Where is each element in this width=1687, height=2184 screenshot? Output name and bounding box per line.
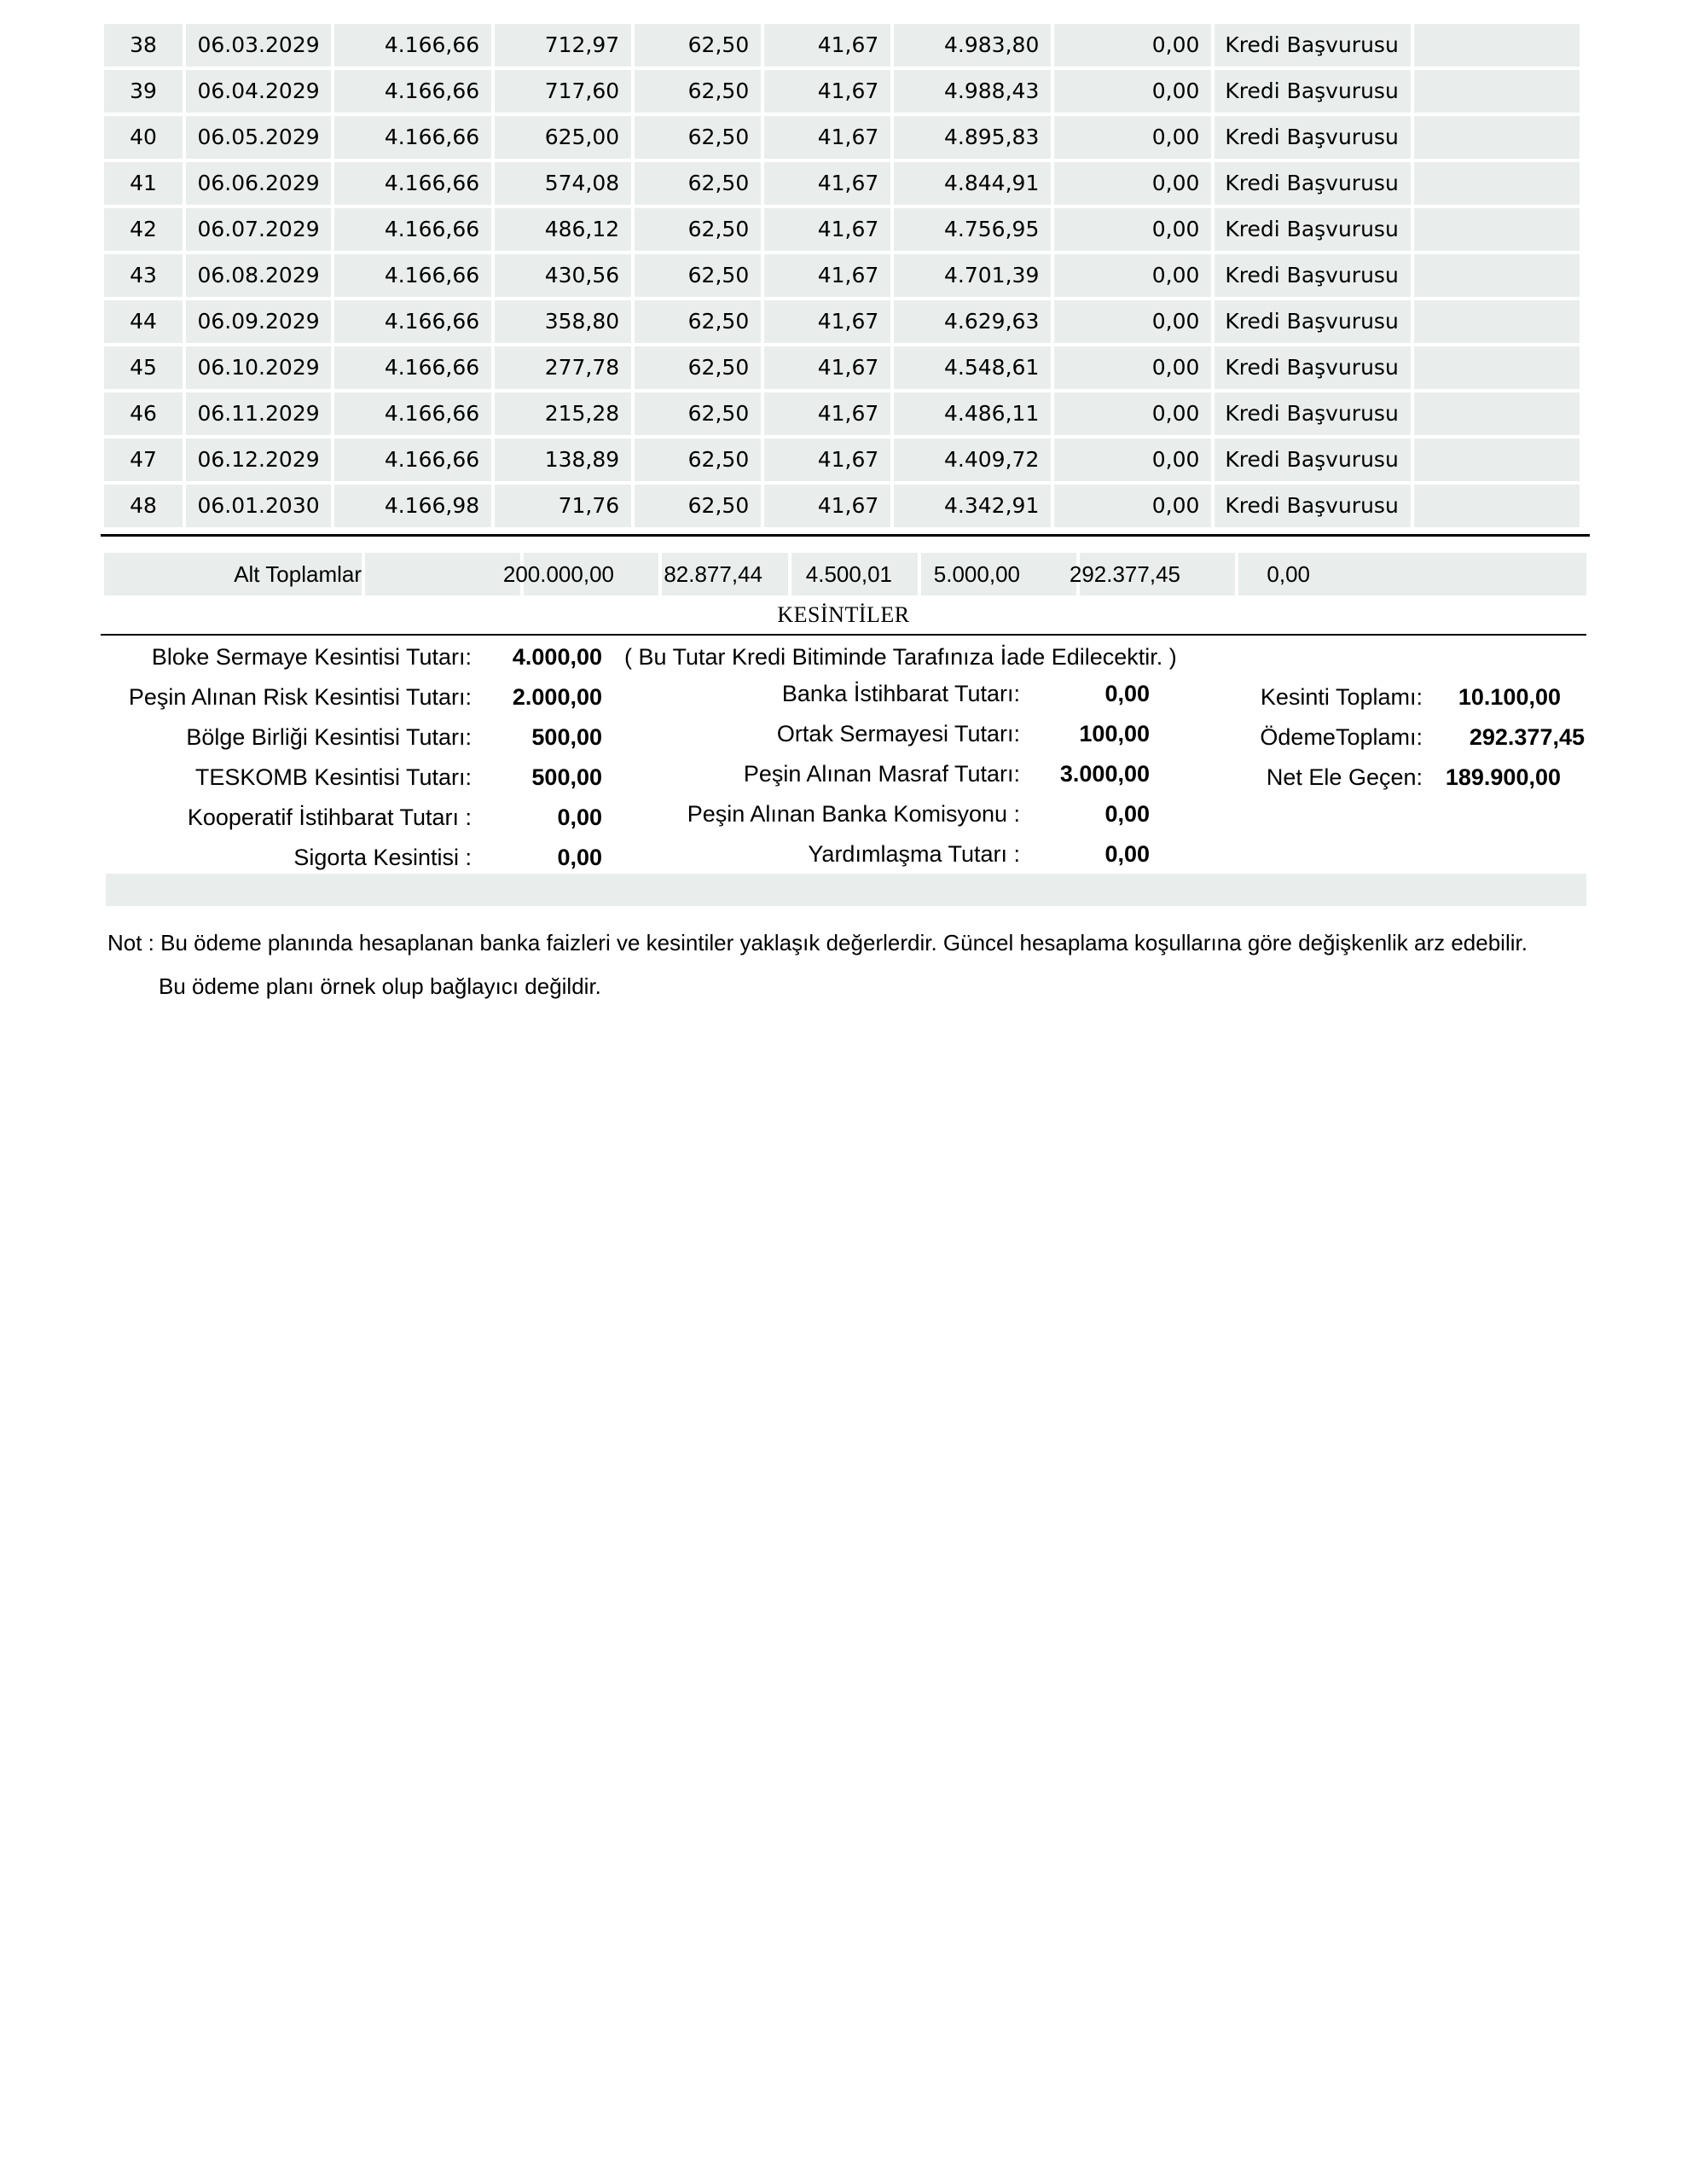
table-row <box>104 116 1580 159</box>
cell-desc: Kredi Başvurusu <box>1215 254 1410 297</box>
cell-empty <box>1414 392 1580 435</box>
deductions-footer-band <box>106 874 1586 906</box>
cell-interest: 138,89 <box>495 439 631 481</box>
cell-principal: 4.166,66 <box>334 300 491 343</box>
cell-bsmv: 41,67 <box>764 439 890 481</box>
cell-empty <box>1414 24 1580 67</box>
cell-desc: Kredi Başvurusu <box>1215 208 1410 251</box>
cell-other: 0,00 <box>1054 208 1211 251</box>
payment-schedule-body <box>104 24 1580 527</box>
cell-installment: 4.486,11 <box>894 392 1051 435</box>
cell-bsmv: 41,67 <box>764 162 890 205</box>
deduction-label: Peşin Alınan Risk Kesintisi Tutarı: <box>128 684 472 710</box>
total-deductions-label: Kesinti Toplamı: <box>1260 684 1423 710</box>
cell-no: 47 <box>104 439 183 481</box>
subtotal-separator <box>788 553 791 595</box>
cell-kkdf: 62,50 <box>635 162 761 205</box>
deduction-label: Bloke Sermaye Kesintisi Tutarı: <box>151 644 472 670</box>
cell-empty <box>1414 116 1580 159</box>
cell-interest: 574,08 <box>495 162 631 205</box>
subtotal-principal: 200.000,00 <box>502 561 614 587</box>
cell-date: 06.06.2029 <box>186 162 331 205</box>
table-row <box>104 162 1580 205</box>
deduction-label: Peşin Alınan Banka Komisyonu : <box>687 801 1020 827</box>
cell-kkdf: 62,50 <box>635 300 761 343</box>
table-row <box>104 300 1580 343</box>
cell-no: 40 <box>104 116 183 159</box>
cell-installment: 4.844,91 <box>894 162 1051 205</box>
cell-installment: 4.701,39 <box>894 254 1051 297</box>
cell-date: 06.07.2029 <box>186 208 331 251</box>
cell-date: 06.05.2029 <box>186 116 331 159</box>
cell-bsmv: 41,67 <box>764 254 890 297</box>
cell-interest: 277,78 <box>495 346 631 389</box>
cell-interest: 215,28 <box>495 392 631 435</box>
subtotal-row <box>104 553 1586 595</box>
cell-interest: 486,12 <box>495 208 631 251</box>
subtotal-label: Alt Toplamlar <box>234 561 362 587</box>
cell-principal: 4.166,66 <box>334 439 491 481</box>
cell-principal: 4.166,66 <box>334 254 491 297</box>
cell-bsmv: 41,67 <box>764 392 890 435</box>
cell-empty <box>1414 300 1580 343</box>
deduction-value: 500,00 <box>531 764 602 790</box>
cell-date: 06.10.2029 <box>186 346 331 389</box>
deductions-title: KESİNTİLER <box>777 602 910 627</box>
cell-date: 06.04.2029 <box>186 70 331 113</box>
cell-other: 0,00 <box>1054 116 1211 159</box>
cell-other: 0,00 <box>1054 70 1211 113</box>
cell-bsmv: 41,67 <box>764 485 890 527</box>
cell-desc: Kredi Başvurusu <box>1215 24 1410 67</box>
cell-empty <box>1414 439 1580 481</box>
subtotal-separator <box>658 553 662 595</box>
cell-principal: 4.166,66 <box>334 116 491 159</box>
cell-date: 06.03.2029 <box>186 24 331 67</box>
cell-no: 43 <box>104 254 183 297</box>
cell-kkdf: 62,50 <box>635 70 761 113</box>
cell-empty <box>1414 162 1580 205</box>
cell-other: 0,00 <box>1054 392 1211 435</box>
cell-installment: 4.409,72 <box>894 439 1051 481</box>
cell-no: 45 <box>104 346 183 389</box>
deduction-label: Peşin Alınan Masraf Tutarı: <box>743 761 1020 787</box>
cell-kkdf: 62,50 <box>635 254 761 297</box>
cell-principal: 4.166,66 <box>334 392 491 435</box>
cell-bsmv: 41,67 <box>764 24 890 67</box>
cell-kkdf: 62,50 <box>635 346 761 389</box>
deduction-value: 0,00 <box>1104 681 1150 706</box>
cell-desc: Kredi Başvurusu <box>1215 162 1410 205</box>
cell-installment: 4.756,95 <box>894 208 1051 251</box>
net-amount-label: Net Ele Geçen: <box>1266 764 1423 790</box>
cell-interest: 717,60 <box>495 70 631 113</box>
cell-kkdf: 62,50 <box>635 208 761 251</box>
deduction-value: 100,00 <box>1079 721 1150 746</box>
cell-other: 0,00 <box>1054 300 1211 343</box>
cell-bsmv: 41,67 <box>764 70 890 113</box>
deduction-label: Sigorta Kesintisi : <box>293 845 472 870</box>
cell-kkdf: 62,50 <box>635 392 761 435</box>
cell-kkdf: 62,50 <box>635 116 761 159</box>
cell-empty <box>1414 208 1580 251</box>
cell-other: 0,00 <box>1054 254 1211 297</box>
cell-date: 06.11.2029 <box>186 392 331 435</box>
cell-desc: Kredi Başvurusu <box>1215 116 1410 159</box>
deduction-value: 4.000,00 <box>512 644 602 670</box>
cell-bsmv: 41,67 <box>764 116 890 159</box>
note-line-2: Bu ödeme planı örnek olup bağlayıcı değildir. <box>159 973 601 999</box>
deductions-rule <box>101 634 1586 636</box>
cell-other: 0,00 <box>1054 439 1211 481</box>
refund-note: ( Bu Tutar Kredi Bitiminde Tarafınıza İade Edilecektir. ) <box>624 644 1177 670</box>
cell-bsmv: 41,67 <box>764 346 890 389</box>
cell-desc: Kredi Başvurusu <box>1215 70 1410 113</box>
table-row <box>104 70 1580 113</box>
cell-kkdf: 62,50 <box>635 439 761 481</box>
cell-empty <box>1414 346 1580 389</box>
cell-other: 0,00 <box>1054 485 1211 527</box>
subtotal-other: 0,00 <box>1267 561 1310 587</box>
cell-interest: 358,80 <box>495 300 631 343</box>
net-amount-value: 189.900,00 <box>1445 764 1561 790</box>
cell-principal: 4.166,66 <box>334 346 491 389</box>
table-row <box>104 439 1580 481</box>
table-row <box>104 485 1580 527</box>
deduction-value: 0,00 <box>557 845 602 870</box>
total-deductions-value: 10.100,00 <box>1458 684 1561 710</box>
table-row <box>104 392 1580 435</box>
deduction-label: Kooperatif İstihbarat Tutarı : <box>187 804 472 830</box>
subtotal-separator <box>918 553 921 595</box>
subtotal-separator <box>362 553 365 595</box>
cell-desc: Kredi Başvurusu <box>1215 392 1410 435</box>
cell-empty <box>1414 485 1580 527</box>
payment-total-label: ÖdemeToplamı: <box>1260 724 1423 750</box>
subtotal-installment: 292.377,45 <box>1069 561 1180 587</box>
cell-no: 48 <box>104 485 183 527</box>
cell-installment: 4.629,63 <box>894 300 1051 343</box>
cell-desc: Kredi Başvurusu <box>1215 300 1410 343</box>
cell-principal: 4.166,66 <box>334 208 491 251</box>
cell-installment: 4.342,91 <box>894 485 1051 527</box>
cell-date: 06.09.2029 <box>186 300 331 343</box>
cell-interest: 71,76 <box>495 485 631 527</box>
deduction-label: Banka İstihbarat Tutarı: <box>781 681 1020 706</box>
payment-total-value: 292.377,45 <box>1469 724 1585 750</box>
subtotal-separator <box>1235 553 1238 595</box>
cell-interest: 712,97 <box>495 24 631 67</box>
cell-kkdf: 62,50 <box>635 24 761 67</box>
cell-no: 41 <box>104 162 183 205</box>
cell-interest: 430,56 <box>495 254 631 297</box>
cell-bsmv: 41,67 <box>764 300 890 343</box>
deduction-value: 2.000,00 <box>512 684 602 710</box>
cell-principal: 4.166,66 <box>334 162 491 205</box>
table-row <box>104 24 1580 67</box>
cell-date: 06.01.2030 <box>186 485 331 527</box>
cell-kkdf: 62,50 <box>635 485 761 527</box>
deduction-value: 0,00 <box>1104 801 1150 827</box>
cell-date: 06.12.2029 <box>186 439 331 481</box>
cell-installment: 4.895,83 <box>894 116 1051 159</box>
deduction-value: 3.000,00 <box>1059 761 1150 787</box>
deduction-label: Ortak Sermayesi Tutarı: <box>776 721 1020 746</box>
subtotal-bsmv: 5.000,00 <box>933 561 1020 587</box>
cell-principal: 4.166,98 <box>334 485 491 527</box>
cell-no: 46 <box>104 392 183 435</box>
cell-no: 38 <box>104 24 183 67</box>
cell-desc: Kredi Başvurusu <box>1215 439 1410 481</box>
cell-installment: 4.548,61 <box>894 346 1051 389</box>
note-line-1: Not : Bu ödeme planında hesaplanan banka faizleri ve kesintiler yaklaşık değerlerdir. Güncel hesaplama koşullarına göre değişkenlik arz edebilir. <box>107 930 1528 956</box>
cell-empty <box>1414 254 1580 297</box>
cell-no: 39 <box>104 70 183 113</box>
deduction-value: 0,00 <box>557 804 602 830</box>
deduction-value: 0,00 <box>1104 841 1150 867</box>
table-row <box>104 208 1580 251</box>
cell-empty <box>1414 70 1580 113</box>
deduction-label: Yardımlaşma Tutarı : <box>808 841 1020 867</box>
cell-desc: Kredi Başvurusu <box>1215 485 1410 527</box>
cell-installment: 4.983,80 <box>894 24 1051 67</box>
payment-schedule-table <box>101 20 1583 531</box>
cell-interest: 625,00 <box>495 116 631 159</box>
cell-installment: 4.988,43 <box>894 70 1051 113</box>
cell-no: 44 <box>104 300 183 343</box>
table-bottom-rule <box>101 534 1590 537</box>
deduction-label: Bölge Birliği Kesintisi Tutarı: <box>186 724 472 750</box>
deduction-value: 500,00 <box>531 724 602 750</box>
deduction-label: TESKOMB Kesintisi Tutarı: <box>194 764 472 790</box>
cell-other: 0,00 <box>1054 162 1211 205</box>
cell-principal: 4.166,66 <box>334 70 491 113</box>
cell-other: 0,00 <box>1054 24 1211 67</box>
cell-other: 0,00 <box>1054 346 1211 389</box>
cell-date: 06.08.2029 <box>186 254 331 297</box>
table-row <box>104 254 1580 297</box>
cell-no: 42 <box>104 208 183 251</box>
subtotal-interest: 82.877,44 <box>664 561 762 587</box>
subtotal-kkdf: 4.500,01 <box>805 561 892 587</box>
cell-bsmv: 41,67 <box>764 208 890 251</box>
cell-principal: 4.166,66 <box>334 24 491 67</box>
table-row <box>104 346 1580 389</box>
cell-desc: Kredi Başvurusu <box>1215 346 1410 389</box>
